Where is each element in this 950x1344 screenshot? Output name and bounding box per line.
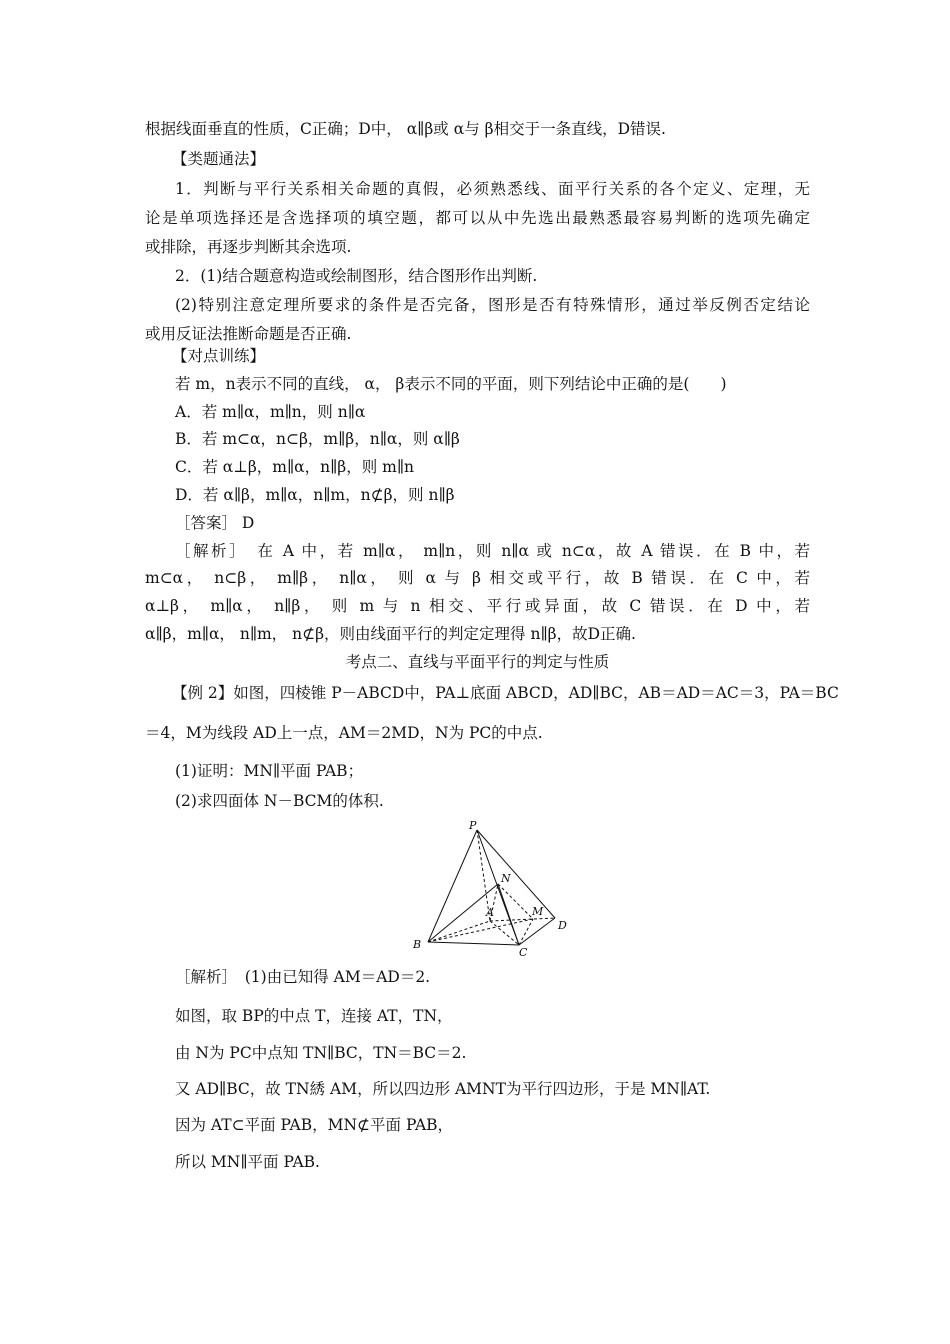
analysis-line: m⊂α， n⊂β， m∥β， n∥α， 则 α 与 β 相交或平行，故 B 错误．在 C 中，若 <box>145 569 810 587</box>
sub-question-1: (1)证明：MN∥平面 PAB； <box>175 762 364 780</box>
example-stem: ＝4，M为线段 AD上一点，AM＝2MD，N为 PC的中点. <box>145 724 543 742</box>
solution-line: ［解析］ (1)由已知得 AM＝AD＝2. <box>175 968 431 986</box>
edge-cd <box>519 918 555 945</box>
analysis-line: ［解析］ 在 A 中，若 m∥α， m∥n，则 n∥α 或 n⊂α，故 A 错误．在 B 中，若 <box>175 542 810 560</box>
edge-pd <box>477 830 555 918</box>
option-a: A．若 m∥α，m∥n，则 n∥α <box>175 403 366 421</box>
section-heading: 【类题通法】 <box>172 150 266 168</box>
solution-line: 由 N为 PC中点知 TN∥BC，TN＝BC＝2. <box>175 1044 467 1062</box>
section-title: 考点二、直线与平面平行的判定与性质 <box>345 653 610 671</box>
segment-cm <box>519 919 533 945</box>
option-c: C．若 α⊥β，m∥α，n∥β，则 m∥n <box>175 458 414 476</box>
text-line: 或排除，再逐步判断其余选项. <box>145 238 352 256</box>
edge-pb <box>428 830 477 942</box>
text-line: 1．判断与平行关系相关命题的真假，必须熟悉线、面平行关系的各个定义、定理，无 <box>175 180 810 198</box>
solution-line: 因为 AT⊂平面 PAB，MN⊄平面 PAB， <box>175 1116 454 1134</box>
solution-line: 如图，取 BP的中点 T，连接 AT，TN， <box>175 1007 453 1025</box>
edge-ad <box>490 918 555 921</box>
example-stem: 【例 2】如图，四棱锥 P－ABCD中，PA⊥底面 ABCD，AD∥BC，AB＝AD＝AC＝3，PA＝BC <box>172 684 839 702</box>
option-d: D．若 α∥β，m∥α，n∥m，n⊄β，则 n∥β <box>175 486 455 504</box>
label-a: A <box>486 906 494 919</box>
edge-ba <box>428 921 490 942</box>
analysis-line: α∥β，m∥α， n∥m， n⊄β，则由线面平行的判定定理得 n∥β，故D正确. <box>145 625 636 643</box>
analysis-line: α⊥β， m∥α， n∥β， 则 m 与 n 相交、平行或异面，故 C 错误．在 D 中，若 <box>145 597 810 615</box>
text-line: 论是单项选择还是含选择项的填空题，都可以从中先选出最熟悉最容易判断的选项先确定 <box>145 209 810 227</box>
sub-question-2: (2)求四面体 N－BCM的体积. <box>175 792 384 810</box>
option-b: B．若 m⊂α，n⊂β，m∥β，n∥α，则 α∥β <box>175 430 460 448</box>
question-stem: 若 m，n表示不同的直线， α， β表示不同的平面，则下列结论中正确的是( ) <box>175 375 727 393</box>
label-d: D <box>558 919 567 932</box>
pyramid-figure <box>405 818 580 960</box>
label-c: C <box>519 946 528 959</box>
text-line: 2．(1)结合题意构造或绘制图形，结合图形作出判断. <box>175 267 538 285</box>
label-m: M <box>532 905 544 918</box>
label-n: N <box>501 872 511 885</box>
text-line: 或用反证法推断命题是否正确. <box>145 325 352 343</box>
solution-line: 又 AD∥BC，故 TN綉 AM，所以四边形 AMNT为平行四边形，于是 MN∥AT. <box>175 1080 711 1098</box>
label-b: B <box>413 938 422 951</box>
answer-line: ［答案］ D <box>175 514 255 532</box>
edge-bc <box>428 942 519 945</box>
text-line: 根据线面垂直的性质，C正确；D中， α∥β或 α与 β相交于一条直线，D错误. <box>145 120 666 138</box>
text-line: (2)特别注意定理所要求的条件是否完备，图形是否有特殊情形，通过举反例否定结论 <box>175 296 810 314</box>
label-p: P <box>469 819 477 832</box>
section-heading: 【对点训练】 <box>172 347 266 365</box>
solution-line: 所以 MN∥平面 PAB. <box>175 1153 320 1171</box>
